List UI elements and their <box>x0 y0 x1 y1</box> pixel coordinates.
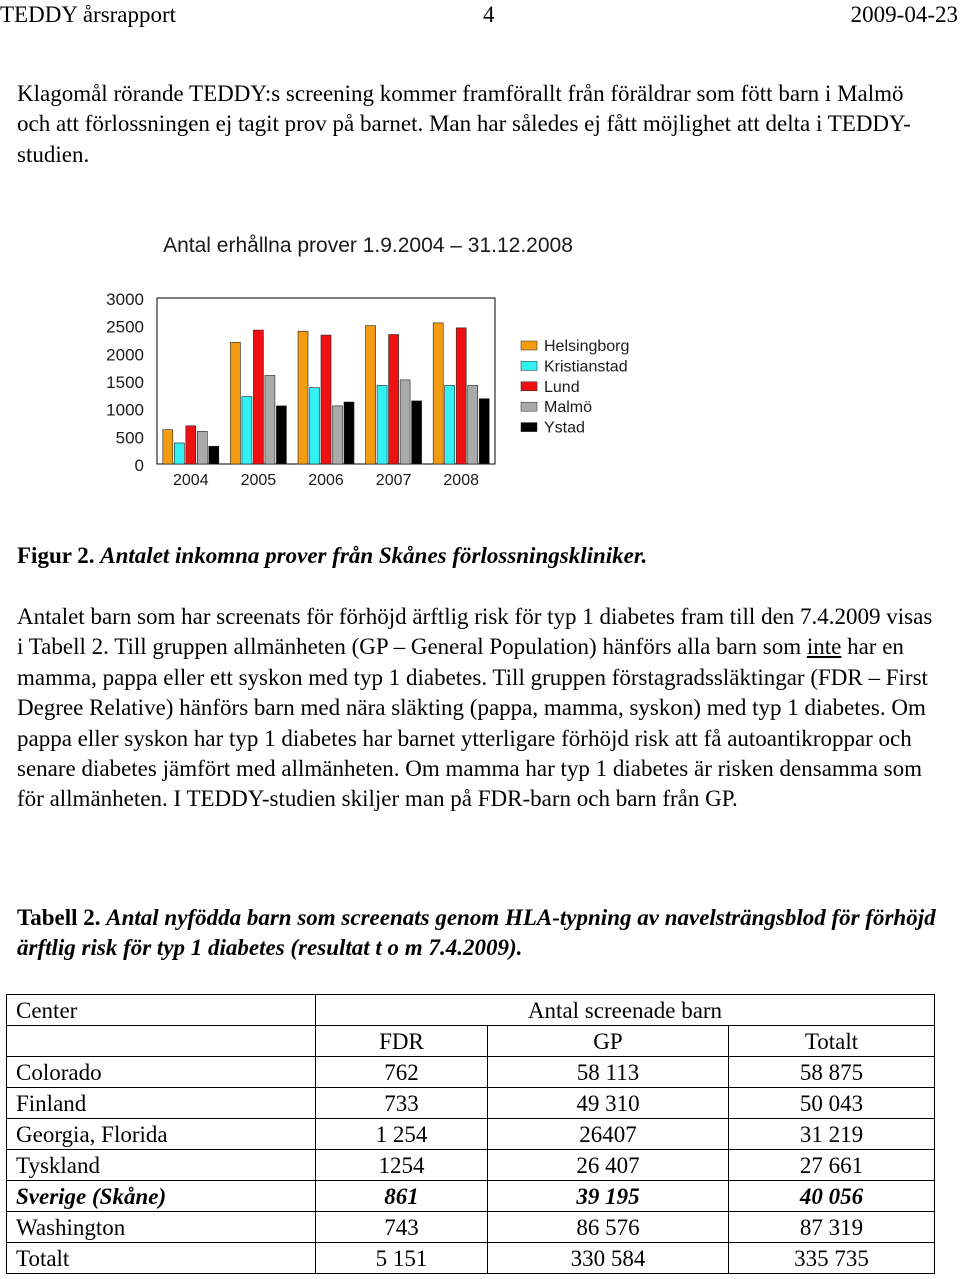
bar-lund-2006 <box>321 335 331 464</box>
screening-table <box>6 994 935 1274</box>
body-paragraph <box>17 602 937 815</box>
table-row-highlighted <box>7 1181 935 1212</box>
figure-caption <box>17 543 647 569</box>
bar-helsingborg-2008 <box>433 323 443 464</box>
y-tick-label: 500 <box>115 428 144 448</box>
table-row <box>7 1119 935 1150</box>
subheader-gp: GP <box>488 1026 729 1057</box>
bar-kristianstad-2008 <box>445 385 455 464</box>
legend-swatch <box>521 402 537 411</box>
bar-lund-2004 <box>186 426 196 464</box>
cell-fdr: 1254 <box>316 1150 488 1181</box>
page-number: 4 <box>483 2 495 27</box>
cell-gp: 86 576 <box>488 1212 729 1243</box>
y-axis-ticks <box>106 290 144 475</box>
subheader-fdr: FDR <box>316 1026 488 1057</box>
y-tick-label: 3000 <box>106 290 144 309</box>
bar-ystad-2007 <box>412 401 422 464</box>
bar-ystad-2008 <box>479 399 489 464</box>
intro-paragraph: Klagomål rörande TEDDY:s screening kommer framförallt från föräldrar som fött barn i Malmö och att förlossningen ej tagit prov på barnet. Man har således ej fått möjlighet att delta i TEDDY-studien. <box>17 81 911 167</box>
x-tick-label: 2008 <box>443 472 479 489</box>
cell-center: Georgia, Florida <box>7 1119 316 1150</box>
y-tick-label: 1500 <box>106 373 144 392</box>
bar-malmö-2005 <box>265 375 275 464</box>
legend-label: Malmö <box>544 399 593 417</box>
bar-lund-2008 <box>456 328 466 464</box>
bar-lund-2005 <box>253 330 263 464</box>
bar-kristianstad-2007 <box>377 385 387 464</box>
bar-ystad-2004 <box>209 446 219 464</box>
cell-fdr: 762 <box>316 1057 488 1088</box>
bar-helsingborg-2007 <box>366 326 376 464</box>
header-title: TEDDY årsrapport <box>0 2 177 27</box>
cell-total: 335 735 <box>729 1243 935 1274</box>
x-axis-ticks <box>173 472 479 489</box>
cell-center: Totalt <box>7 1243 316 1274</box>
bar-ystad-2006 <box>344 402 354 464</box>
table-row-total <box>7 1243 935 1274</box>
table-row <box>7 1212 935 1243</box>
y-tick-label: 2000 <box>106 345 144 365</box>
table-row <box>7 1150 935 1181</box>
cell-fdr: 1 254 <box>316 1119 488 1150</box>
legend-label: Kristianstad <box>544 358 628 376</box>
legend-label: Ystad <box>544 419 585 437</box>
page-header <box>0 2 960 30</box>
table-caption <box>17 903 937 963</box>
chart-legend <box>521 338 629 437</box>
legend-swatch <box>521 361 537 370</box>
y-tick-label: 1000 <box>106 400 144 420</box>
legend-swatch <box>521 341 537 350</box>
legend-label: Helsingborg <box>544 338 630 355</box>
header-group: Antal screenade barn <box>316 995 935 1026</box>
table-subheader-row <box>7 1026 935 1057</box>
table-label: Tabell 2. <box>17 905 101 930</box>
cell-fdr: 861 <box>316 1181 488 1212</box>
bar-lund-2007 <box>389 335 399 464</box>
cell-center: Tyskland <box>7 1150 316 1181</box>
cell-gp: 26 407 <box>488 1150 729 1181</box>
cell-gp: 26407 <box>488 1119 729 1150</box>
x-tick-label: 2006 <box>308 472 344 489</box>
x-tick-label: 2007 <box>375 472 412 489</box>
cell-total: 50 043 <box>729 1088 935 1119</box>
cell-center: Washington <box>7 1212 316 1243</box>
bar-kristianstad-2006 <box>310 388 320 464</box>
bar-kristianstad-2004 <box>174 443 184 464</box>
x-tick-label: 2004 <box>173 472 209 489</box>
cell-fdr: 733 <box>316 1088 488 1119</box>
table-caption-text: Antal nyfödda barn som screenats genom HLA-typning av navelsträngsblod för förhöjd ärftlig risk för typ 1 diabetes (resultat t o m 7.4.2009). <box>17 905 936 960</box>
table-row <box>7 1088 935 1119</box>
cell-total: 27 661 <box>729 1150 935 1181</box>
cell-gp: 39 195 <box>488 1181 729 1212</box>
bar-malmö-2006 <box>333 406 343 464</box>
header-date: 2009-04-23 <box>850 2 958 27</box>
bar-ystad-2005 <box>276 406 286 464</box>
cell-total: 87 319 <box>729 1212 935 1243</box>
body-text-part1: Antalet barn som har screenats för förhöjd ärftlig risk för typ 1 diabetes fram till den 7.4.2009 visas i Tabell 2. Till gruppen allmänheten (GP – General Population) hänförs alla barn som <box>17 604 933 660</box>
bar-chart <box>0 220 700 500</box>
cell-total: 40 056 <box>729 1181 935 1212</box>
underlined-word: inte <box>806 634 842 660</box>
bar-malmö-2007 <box>400 380 410 464</box>
body-text-part2: har en mamma, pappa eller ett syskon med typ 1 diabetes. Till gruppen förstagradssläktingar (FDR – First Degree Relative) hänförs barn med nära släkting (pappa, mamma, syskon) med typ 1 diabetes. Om pappa eller syskon har typ 1 diabetes har barnet ytterligare förhöjd risk att få autoantikroppar och senare diabetes jämfört med allmänheten. Om mamma har typ 1 diabetes är risken densamma som för allmänheten. I TEDDY-studien skiljer man på FDR-barn och barn från GP. <box>17 634 928 812</box>
y-tick-label: 0 <box>134 456 144 475</box>
bar-malmö-2008 <box>468 385 478 464</box>
figure-label: Figur 2. <box>17 543 95 568</box>
bar-kristianstad-2005 <box>242 396 252 464</box>
legend-swatch <box>521 423 537 432</box>
subheader-total: Totalt <box>729 1026 935 1057</box>
chart-title: Antal erhållna prover 1.9.2004 – 31.12.2008 <box>163 234 573 257</box>
cell-gp: 49 310 <box>488 1088 729 1119</box>
cell-center: Colorado <box>7 1057 316 1088</box>
cell-total: 58 875 <box>729 1057 935 1088</box>
cell-gp: 330 584 <box>488 1243 729 1274</box>
y-tick-label: 2500 <box>106 317 144 337</box>
legend-swatch <box>521 382 537 391</box>
cell-center: Sverige (Skåne) <box>7 1181 316 1212</box>
header-center: Center <box>7 995 316 1026</box>
bar-malmö-2004 <box>197 431 207 464</box>
cell-center: Finland <box>7 1088 316 1119</box>
figure-caption-text: Antalet inkomna prover från Skånes förlossningskliniker. <box>100 543 648 568</box>
cell-total: 31 219 <box>729 1119 935 1150</box>
empty-cell <box>7 1026 316 1057</box>
table-header-row <box>7 995 935 1026</box>
legend-label: Lund <box>544 378 580 396</box>
bar-helsingborg-2005 <box>230 342 240 464</box>
table-row <box>7 1057 935 1088</box>
cell-gp: 58 113 <box>488 1057 729 1088</box>
x-tick-label: 2005 <box>240 472 277 489</box>
bar-helsingborg-2004 <box>163 430 173 464</box>
cell-fdr: 743 <box>316 1212 488 1243</box>
bar-helsingborg-2006 <box>298 331 308 464</box>
cell-fdr: 5 151 <box>316 1243 488 1274</box>
